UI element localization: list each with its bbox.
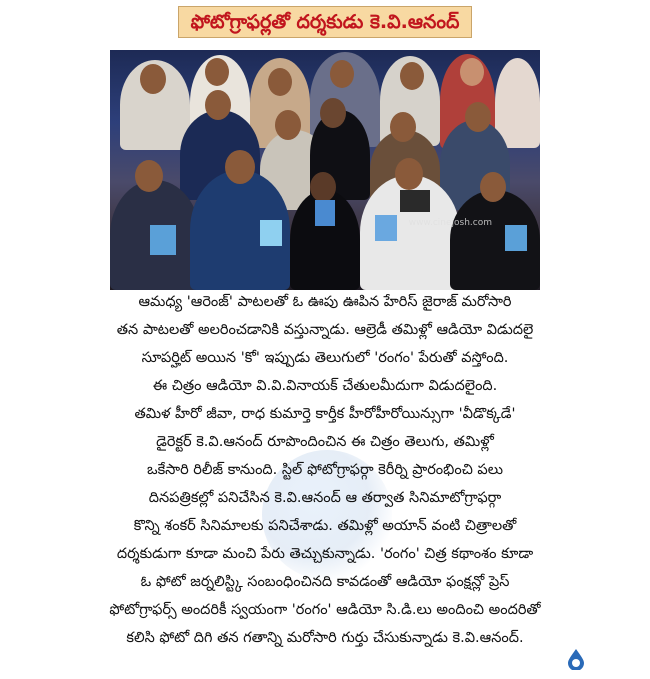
paragraph-line: డైరెక్టర్ కె.వి.ఆనంద్ రూపొందించిన ఈ చిత్రం తెలుగు, తమిళ్లో (156, 434, 494, 450)
cinejosh-logo-icon (566, 648, 586, 670)
paragraph-line: ఫోటోగ్రాఫర్స్ అందరికీ స్వయంగా 'రంగం' ఆడియో సి.డి.లు అందించి అందరితో (109, 602, 541, 618)
paragraph-line: దర్శకుడుగా కూడా మంచి పేరు తెచ్చుకున్నాడు. 'రంగం' చిత్ర కథాంశం కూడా (116, 546, 534, 562)
paragraph-line: తన పాటలతో అలరించడానికి వస్తున్నాడు. ఆల్రెడీ తమిళ్లో ఆడియో విడుదలై (116, 322, 534, 338)
paragraph-line: ఆమధ్య 'ఆరెంజ్' పాటలతో ఓ ఊపు ఊపిన హేరిస్ జైరాజ్ మరోసారి (138, 294, 512, 310)
paragraph-line: ఓ ఫోటో జర్నలిస్ట్కి సంబంధించినది కావడంతో ఆడియో ఫంక్షన్లో ప్రెస్ (140, 574, 510, 590)
photo-watermark: www.cinejosh.com (408, 218, 492, 228)
event-photo (110, 50, 540, 290)
paragraph-line: సూపర్హిట్ అయిన 'కో' ఇప్పుడు తెలుగులో 'రంగం' పేరుతో వస్తోంది. (141, 350, 509, 366)
paragraph-line: దినపత్రికల్లో పనిచేసిన కె.వి.ఆనంద్ ఆ తర్వాత సినిమాటోగ్రాఫర్గా (148, 490, 502, 506)
paragraph-line: తమిళ హీరో జీవా, రాధ కుమార్తె కార్తీక హీరోహీరోయిన్సుగా 'వీడొక్కడే' (134, 406, 516, 422)
headline: ఫోటోగ్రాఫర్లతో దర్శకుడు కె.వి.ఆనంద్ (178, 6, 472, 38)
paragraph-line: ఒకేసారి రిలీజ్ కానుంది. స్టిల్ ఫోటోగ్రాఫర్గా కెరీర్ని ప్రారంభించి పలు (146, 462, 504, 478)
paragraph-line: ఈ చిత్రం ఆడియో వి.వి.వినాయక్ చేతులమీదుగా విడుదలైంది. (152, 378, 498, 394)
paragraph-line: కొన్ని శంకర్ సినిమాలకు పనిచేశాడు. తమిళ్లో అయాన్ వంటి చిత్రాలతో (133, 518, 517, 534)
paragraph-line: కలిసి ఫోటో దిగి తన గతాన్ని మరోసారి గుర్తు చేసుకున్నాడు కె.వి.ఆనంద్. (126, 630, 524, 646)
